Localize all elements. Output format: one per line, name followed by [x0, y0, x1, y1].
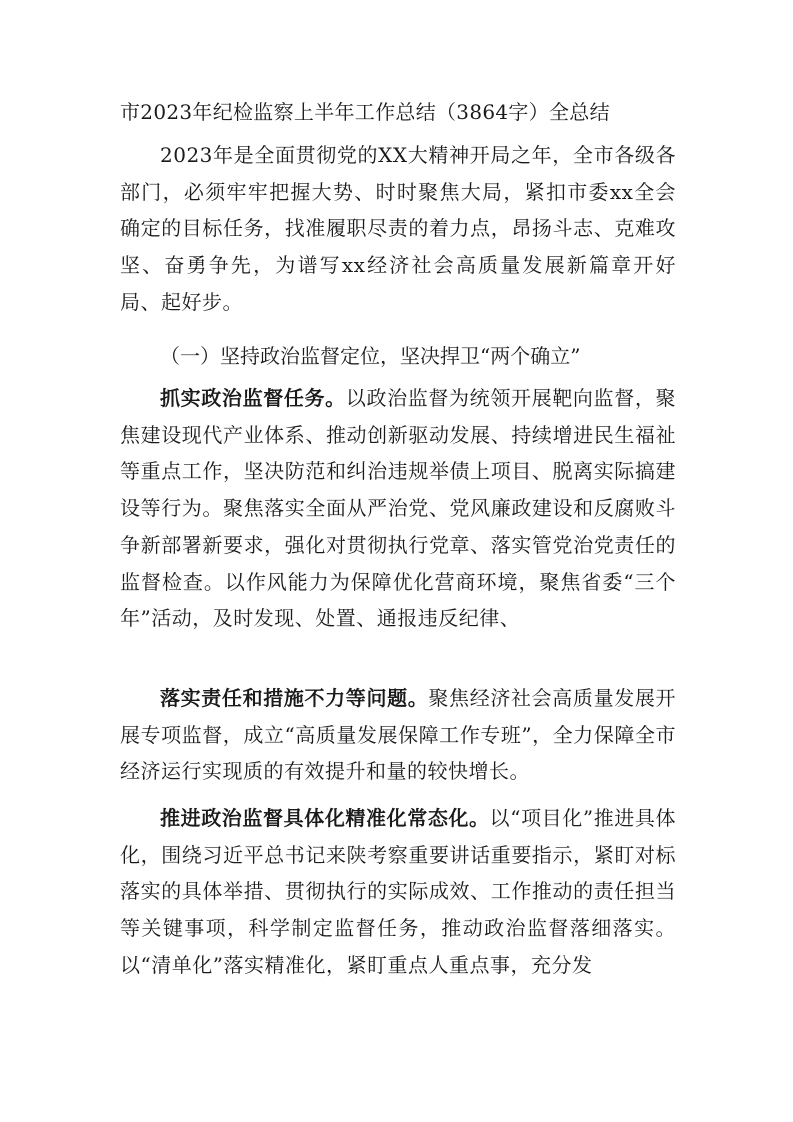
paragraph-political-supervision: [120, 380, 676, 637]
intro-paragraph: 2023年是全面贯彻党的XX大精神开局之年，全市各级各部门，必须牢牢把握大势、时时聚焦大局，紧扣市委xx全会确定的目标任务，找准履职尽责的着力点，昂扬斗志、克难攻坚、奋勇争先，为谱写xx经济社会高质量发展新篇章开好局、起好步。: [120, 143, 676, 314]
paragraph-text: 以“项目化”推进具体化，围绕习近平总书记来陕考察重要讲话重要指示，紧盯对标落实的具体举措、贯彻执行的实际成效、工作推动的责任担当等关键事项，科学制定监督任务，推动政治监督落细落实。以“清单化”落实精准化，紧盯重点人重点事，充分发: [120, 806, 677, 977]
paragraph-text: 聚焦经济社会高质量发展开展专项监督，成立“高质量发展保障工作专班”，全力保障全市经济运行实现质的有效提升和量的较快增长。: [120, 686, 677, 784]
paragraph-lead: 落实责任和措施不力等问题。: [160, 686, 429, 710]
paragraph-lead: 推进政治监督具体化精准化常态化。: [160, 806, 490, 830]
section-heading: （一）坚持政治监督定位，坚决捍卫“两个确立”: [160, 344, 581, 368]
paragraph-normalization: [120, 800, 676, 984]
paragraph-text: 以政治监督为统领开展靶向监督，聚焦建设现代产业体系、推动创新驱动发展、持续增进民生福祉等重点工作，坚决防范和纠治违规举债上项目、脱离实际搞建设等行为。聚焦落实全面从严治党、党风廉政建设和反腐败斗争新部署新要求，强化对贯彻执行党章、落实管党治党责任的监督检查。以作风能力为保障优化营商环境，聚焦省委“三个年”活动，及时发现、处置、通报违反纪律、: [120, 386, 676, 631]
document-title: 市2023年纪检监察上半年工作总结（3864字）全总结: [120, 100, 610, 124]
paragraph-responsibility: [120, 680, 676, 790]
paragraph-lead: 抓实政治监督任务。: [160, 386, 346, 410]
